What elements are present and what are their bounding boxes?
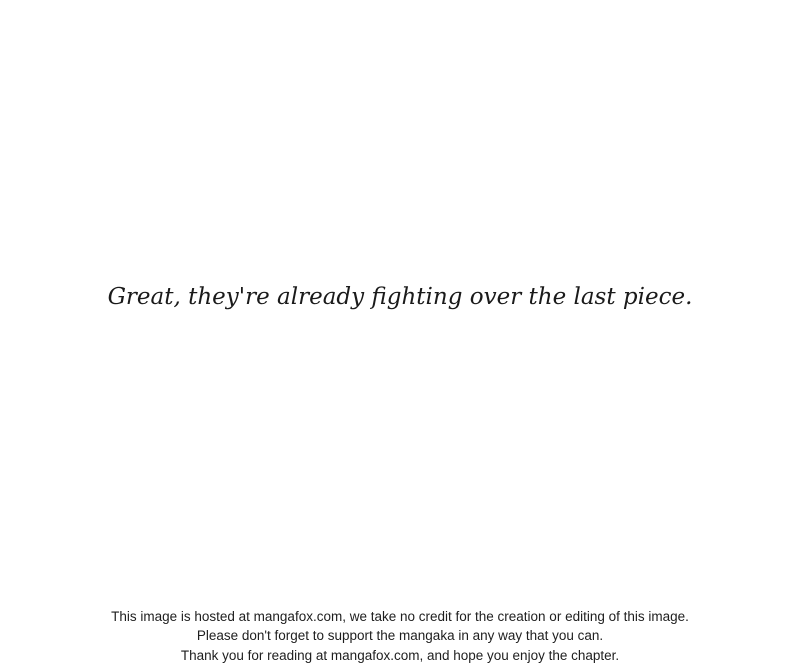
footer-credits: [0, 607, 800, 665]
footer-support-notice: Please don't forget to support the mangaka in any way that you can.: [196, 628, 604, 644]
footer-thanks-notice: Thank you for reading at mangafox.com, and hope you enjoy the chapter.: [180, 647, 620, 663]
footer-hosting-notice: This image is hosted at mangafox.com, we take no credit for the creation or editing of this image.: [111, 609, 689, 625]
caption-text: Great, they're already fighting over the last piece.: [107, 284, 693, 310]
